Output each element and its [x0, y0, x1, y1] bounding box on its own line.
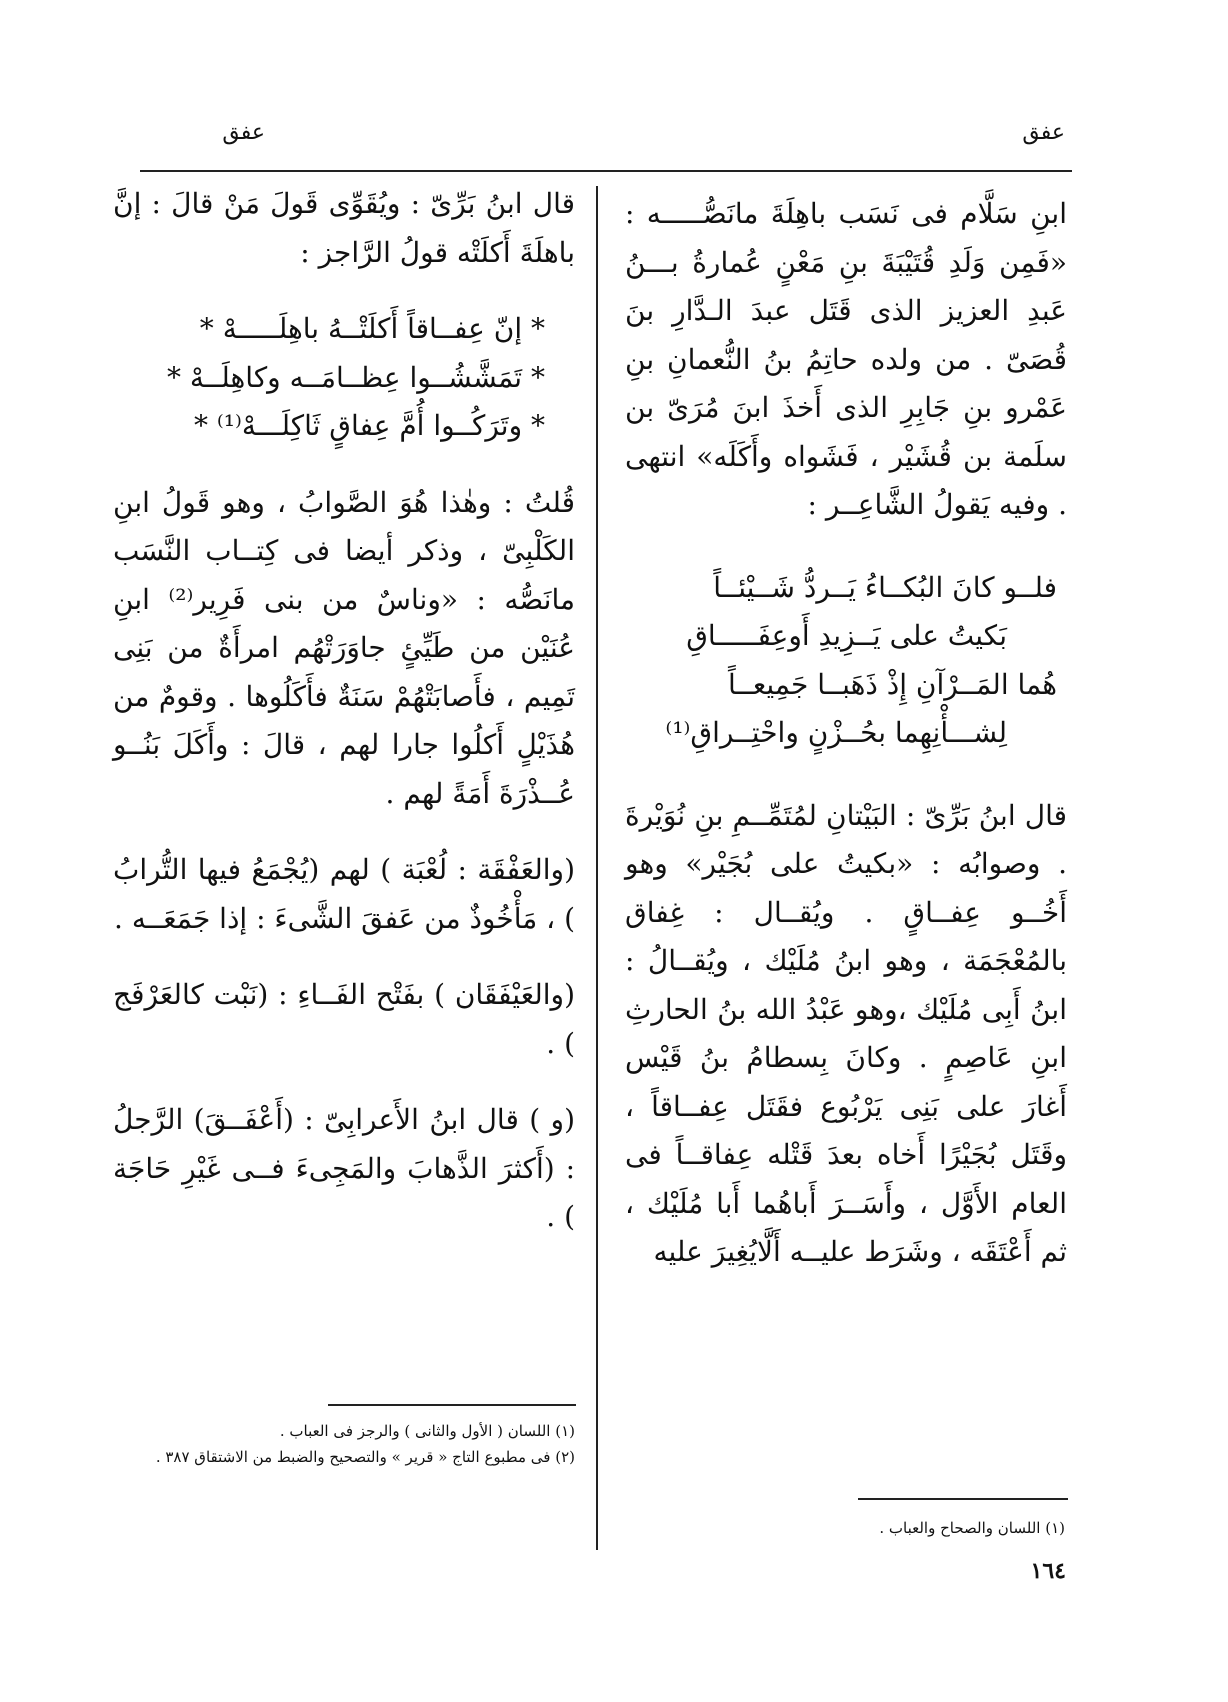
- left-para-1: قال ابنُ بَرِّىّ : ويُقَوِّى قَولَ مَنْ قالَ : إنَّ باهلَةَ أَكلَتْه قولُ الرَّاجز :: [113, 187, 575, 269]
- left-para-3: (والعَفْقَة : لُعْبَة ) لهم (يُجْمَعُ فيها التُّرابُ ) ، مَأْخُوذٌ من عَفقَ الشَّىءَ : إذا جَمَعَــه .: [113, 853, 575, 935]
- footnote-rule-right: [858, 1498, 1068, 1500]
- rajaz-line-1: * إنّ عِفــاقاً أَكلَتْــهُ باهِلَـــــهْ *: [199, 312, 545, 345]
- verse-2-first-hemistich: هُما المَــرْآنِ إِذْ ذَهَبــا جَمِيعــاً: [727, 667, 1057, 701]
- verse-1-second-hemistich: بَكيتُ على يَــزِيدِ أَوعِفَـــــاقِ: [686, 619, 1007, 652]
- left-para-4: (والعَيْفَقَان ) بفَتْح الفَــاءِ : (نَبْت كالعَرْفَج ) .: [113, 978, 575, 1060]
- page-number: ١٦٤: [1030, 1558, 1066, 1584]
- header-rule: [140, 170, 1072, 172]
- running-header-right: عفق: [1022, 120, 1065, 145]
- footnote-left-1: (١) اللسان ( الأول والثانى ) والرجز فى العباب .: [279, 1422, 575, 1440]
- right-column: [625, 190, 1067, 1277]
- left-para-5: (و ) قال ابنُ الأَعرابِىّ : (أَعْفَــقَ) الرَّجلُ : (أَكثرَ الذَّهابَ والمَجِىءَ فــى غَيْرِ حَاجَة ) .: [113, 1103, 575, 1233]
- right-para-1: ابنِ سَلَّام فى نَسَب باهِلَةَ مانَصُّـــــه : «فَمِن وَلَدِ قُتَيْبَةَ بنِ مَعْنٍ عُمارةُ بـــنُ عَبدِ العزيز الذى قَتَل عبدَ الـدَّارِ بنَ قُصَىّ . من ولده حاتِمُ بنُ النُّعمانِ بنِ عَمْرو بنِ جَابِرِ الذى أَخذَ ابنَ مُرَىّ بن سلَمة بن قُشَيْر ، فَشَواه وأَكَلَه» انتهى . وفيه يَقولُ الشَّاعِــر :: [625, 197, 1067, 521]
- column-divider: [596, 186, 598, 1550]
- rajaz-line-3: * وتَرَكُــوا أُمَّ عِفاقٍ ثَاكِلَـــهْ⁽¹⁾ *: [193, 409, 545, 442]
- footnote-rule-left: [328, 1404, 576, 1406]
- rajaz-line-2: * تَمَشَّشُــوا عِظــامَــه وكاهِلَــهْ *: [166, 360, 545, 394]
- left-column: [113, 180, 575, 1242]
- footnotes-right: [760, 1515, 1065, 1541]
- verse-1-first-hemistich: فلــو كانَ البُكــاءُ يَــردُّ شَــيْئــاً: [713, 570, 1057, 604]
- verse-2-second-hemistich: لِشـــأْنِهِما بحُــزْنٍ واحْتِــراقِ⁽¹⁾: [665, 716, 1007, 749]
- footnote-right-1: (١) اللسان والصحاح والعباب .: [879, 1519, 1065, 1537]
- left-para-2: قُلتُ : وهٰذا هُوَ الصَّوابُ ، وهو قَولُ ابنِ الكَلْبِىّ ، وذكر أيضا فى كِتــاب النَّسَب مانَصُّه : «وناسٌ من بنى فَرِير⁽²⁾ ابنِ عُنَيْن من طَيِّئٍ جاوَرَتْهُم امرأَةٌ من بَنِى تَمِيم ، فأَصابَتْهُمْ سَنَةٌ فأَكَلُوها . وقومٌ من هُذَيْلٍ أَكلُوا جارا لهم ، قالَ : وأَكَلَ بَنُــو عُــذْرَةَ أَمَةً لهم .: [113, 485, 575, 810]
- footnote-left-2: (٢) فى مطبوع التاج « قرير » والتصحيح والضبط من الاشتقاق ٣٨٧ .: [155, 1448, 575, 1466]
- footnotes-left: [113, 1418, 575, 1470]
- right-para-2: قال ابنُ بَرِّىّ : البَيْتانِ لمُتَمِّــمِ بنِ نُوَيْرةَ . وصوابُه : «بكيتُ على بُجَيْر» وهو أَخُــو عِفــاقٍ . ويُقــال : غِفاق بالمُعْجَمَة ، وهو ابنُ مُلَيْك ، ويُقــالُ : ابنُ أَبِى مُلَيْك ،وهو عَبْدُ الله بنُ الحارثِ ابنِ عَاصِمٍ . وكانَ بِسطامُ بنُ قَيْس أَغارَ على بَنِى يَرْبُوع فقَتَل عِفــاقاً ، وقَتَل بُجَيْرًا أَخاه بعدَ قَتْله عِفاقــاً فى العام الأَوَّل ، وأَسَــرَ أَباهُما أَبا مُلَيْك ، ثم أَعْتَقَه ، وشَرَط عليــه أَلَّايُغِيرَ عليه: [625, 798, 1067, 1268]
- running-header-left: عفق: [222, 120, 265, 145]
